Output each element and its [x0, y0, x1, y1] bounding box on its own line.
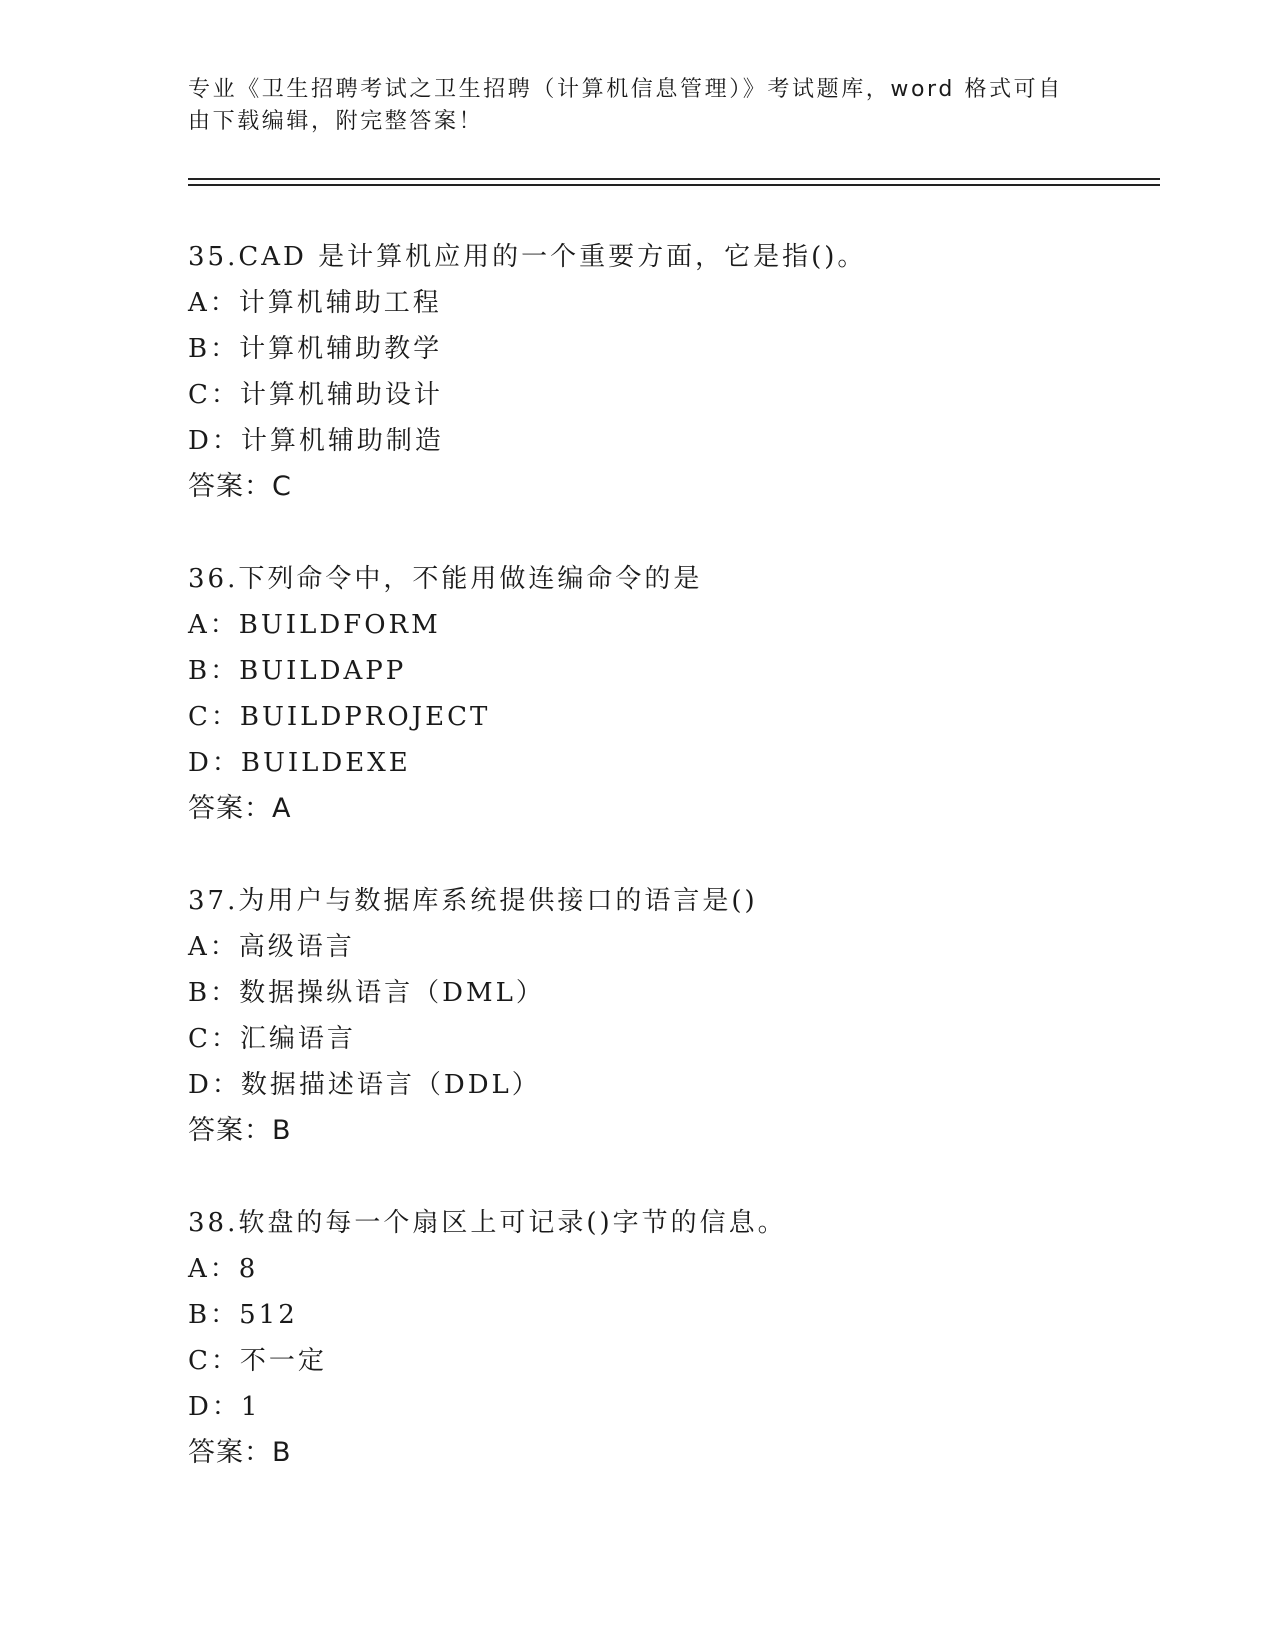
option-b: B：数据操纵语言（DML） — [188, 978, 545, 1008]
answer-line: 答案：C — [188, 471, 292, 502]
answer-line: 答案：B — [188, 1115, 292, 1146]
answer-line: 答案：B — [188, 1437, 292, 1468]
option-a: A：8 — [188, 1254, 259, 1284]
question-35 — [188, 234, 1188, 510]
option-d: D：计算机辅助制造 — [188, 426, 444, 456]
question-title: 38.软盘的每一个扇区上可记录()字节的信息。 — [188, 1208, 787, 1238]
option-d: D：1 — [188, 1392, 261, 1422]
question-title: 37.为用户与数据库系统提供接口的语言是() — [188, 886, 758, 916]
option-b: B：512 — [188, 1300, 298, 1330]
question-37 — [188, 878, 1188, 1154]
header-line-2: 由下载编辑，附完整答案！ — [188, 109, 484, 134]
option-c: C：计算机辅助设计 — [188, 380, 443, 410]
option-d: D：数据描述语言（DDL） — [188, 1070, 541, 1100]
header-divider-bottom — [188, 184, 1160, 186]
option-b: B：BUILDAPP — [188, 656, 407, 686]
question-38 — [188, 1200, 1188, 1476]
option-a: A：计算机辅助工程 — [188, 288, 442, 318]
answer-line: 答案：A — [188, 793, 292, 824]
question-title: 35.CAD 是计算机应用的一个重要方面，它是指()。 — [188, 242, 867, 272]
option-c: C：不一定 — [188, 1346, 327, 1376]
option-c: C：汇编语言 — [188, 1024, 356, 1054]
option-a: A：BUILDFORM — [188, 610, 441, 640]
option-d: D：BUILDEXE — [188, 748, 411, 778]
option-b: B：计算机辅助教学 — [188, 334, 443, 364]
option-c: C：BUILDPROJECT — [188, 702, 491, 732]
header-line-1: 专业《卫生招聘考试之卫生招聘（计算机信息管理）》考试题库，word 格式可自 — [188, 77, 1063, 102]
option-a: A：高级语言 — [188, 932, 355, 962]
document-header — [188, 74, 1088, 138]
question-title: 36.下列命令中，不能用做连编命令的是 — [188, 564, 703, 594]
question-36 — [188, 556, 1188, 832]
header-divider-top — [188, 178, 1160, 180]
